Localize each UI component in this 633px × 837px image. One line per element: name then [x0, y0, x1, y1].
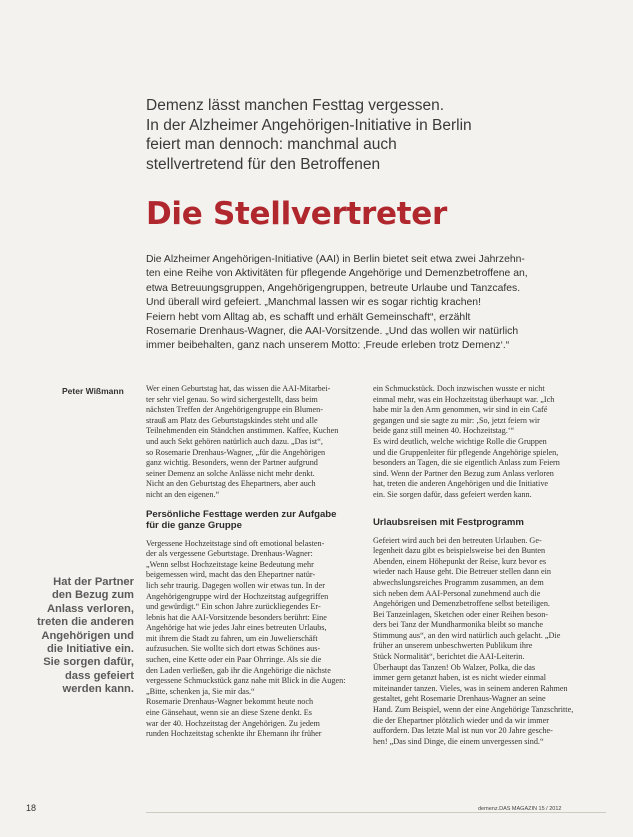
body-text-line: „Bitte, schenken ja, Sie mir das.“ — [146, 686, 255, 696]
pull-quote-line: werden kann. — [62, 683, 134, 696]
body-text-line: Stimmung aus“, an den wird natürlich auch gelacht. „Die — [373, 630, 561, 640]
lead-line: Die Alzheimer Angehörigen-Initiative (AAI) in Berlin bietet seit etwa zwei Jahrzehn- — [146, 254, 525, 265]
body-text-line: beide ganz still meinen 40. Hochzeitstag.‘“ — [373, 426, 515, 436]
body-text-line: ein. Sie sorgen dafür, dass gefeiert werden kann. — [373, 489, 532, 499]
body-text-line: immer gern getanzt haben, ist es nicht wieder einmal — [373, 673, 547, 683]
pull-quote — [14, 576, 134, 697]
body-text-line: Bei Tanzeinlagen, Sketchen oder einer Reihen beson- — [373, 609, 549, 619]
body-text-line: strauß am Platz des Geburtstagskindes steht und alle — [146, 415, 318, 425]
body-text-line: ein Schmuckstück. Doch inzwischen wusste er nicht — [373, 384, 545, 393]
author-byline: Peter Wißmann — [62, 386, 124, 396]
lead-line: Rosemarie Drenhaus-Wagner, die AAI-Vorsitzende. „Und das wollen wir natürlich — [146, 326, 519, 338]
body-text-line: runden Hochzeitstag schenkte ihr Ehemann ihr früher — [146, 729, 322, 739]
body-text-line: abwechslungsreiches Programm zusammen, an dem — [373, 577, 544, 587]
article-title: Die Stellvertreter — [146, 196, 447, 232]
body-text-line: Hand. Zum Beispiel, wenn der eine Angehörige Tanzschritte, — [373, 705, 574, 715]
body-text-line: mit ihrem die Stadt zu fahren, um ein Juwelierschäft — [146, 633, 318, 643]
lead-line: etwa Betreuungsgruppen, Angehörigengruppen, betreute Urlaube und Tanzcafes. — [146, 282, 521, 294]
pull-quote-line: treten die anderen — [37, 616, 134, 629]
pull-quote-line: Angehörigen und — [41, 629, 134, 642]
body-text-line: Vergessene Hochzeitstage sind oft emotional belasten- — [146, 538, 325, 548]
body-text-line: Überhaupt das Tanzen! Ob Walzer, Polka, die das — [373, 662, 536, 672]
lead-paragraph — [146, 253, 576, 354]
intro-line: feiert man dennoch: manchmal auch — [146, 136, 397, 153]
body-text-line: eine Gänsehaut, wenn sie an diese Szene denkt. Es — [146, 708, 312, 718]
pull-quote-line: die Initiative ein. — [46, 643, 134, 656]
body-text-line: Stück Normalität“, berichtet die AAI-Leiterin. — [373, 652, 525, 662]
body-text-line: der als vergessene Geburtstage. Drenhaus-Wagner: — [146, 549, 313, 559]
body-text-line: und auch Sekt gehören natürlich auch dazu. „Das ist“, — [146, 436, 323, 446]
body-text-line: Wer einen Geburtstag hat, das wissen die AAI-Mitarbei- — [146, 384, 331, 393]
body-text-line: gestaltet, geht Rosemarie Drenhaus-Wagner an seine — [373, 694, 546, 704]
body-text-line: hen! „Das sind Dinge, die einem unvergessen sind.“ — [373, 736, 544, 746]
pull-quote-line: dass gefeiert — [64, 669, 134, 682]
lead-line: ten eine Reihe von Aktivitäten für pflegende Angehörige und Demenzbetroffene an, — [146, 268, 528, 280]
body-text-line: sich neben dem AAI-Personal zunehmend auch die — [373, 588, 541, 598]
footer-reference: demenz.DAS MAGAZIN 15 / 2012 — [478, 806, 562, 812]
body-text-line: ders bei Tanz der Mundharmonika bleibt so manche — [373, 620, 544, 630]
body-text-line: Es wird deutlich, welche wichtige Rolle die Gruppen — [373, 436, 547, 446]
body-text-line: Angehörigengruppe wird der Hochzeitstag aufgegriffen — [146, 591, 329, 601]
body-text-line: einmal mehr, was ein Hochzeitstag überhaupt war. „Ich — [373, 394, 555, 404]
body-text-line: Teilnehmenden ein Ständchen anstimmen. Kaffee, Kuchen — [146, 426, 339, 436]
paragraph-gap — [373, 509, 601, 517]
body-column-right — [373, 384, 601, 747]
footer-rule — [146, 812, 606, 813]
body-text-line: aufzusuchen. Sie wollte sich dort etwas Schönes aus- — [146, 644, 321, 654]
lead-line: immer beibehalten, ganz nach unserem Motto: ‚Freude erleben trotz Demenz‘.“ — [146, 340, 510, 352]
body-text-line: war der 40. Hochzeitstag der Angehörigen. Zu jedem — [146, 718, 320, 728]
body-text-line: Nicht an den Geburtstag des Ehepartners, aber auch — [146, 479, 316, 489]
paragraph-gap — [146, 501, 374, 509]
section-heading: Persönliche Festtage werden zur Aufgabe — [146, 508, 337, 520]
body-text-line: gegangen und sie sagte zu mir: ‚So, jetzt feiern wir — [373, 415, 540, 425]
body-text-line: Gefeiert wird auch bei den betreuten Urlauben. Ge- — [373, 535, 542, 545]
intro-deck — [146, 96, 566, 174]
body-text-line: nächsten Treffen der Angehörigengruppe ein Blumen- — [146, 405, 323, 415]
body-column-left — [146, 384, 374, 740]
body-text-line: Rosemarie Drenhaus-Wagner bekommt heute noch — [146, 697, 314, 707]
body-text-line: hat, treten die anderen Angehörigen und die Initiative — [373, 479, 549, 489]
body-text-line: wieder nach Hause geht. Die Betreuer stellen dann ein — [373, 567, 552, 577]
body-text-line: und gewürdigt.“ Ein schon Jahre zurückliegendes Er- — [146, 602, 321, 612]
body-text-line: ganz wichtig. Besonders, wenn der Partner aufgrund — [146, 458, 318, 468]
body-text-line: ter sehr viel genau. So wird sichergestellt, dass beim — [146, 394, 318, 404]
body-text-line: Angehörigen und Demenzbetroffene selbst beteiligen. — [373, 599, 550, 609]
body-text-line: früher an unserem unbeschwerten Publikum ihre — [373, 641, 533, 651]
body-text-line: und die Gruppenleiter für pflegende Angehörige spielen, — [373, 447, 559, 457]
paragraph-gap — [373, 528, 601, 536]
body-text-line: lich sehr traurig. Dagegen wollen wir etwas tun. In der — [146, 580, 325, 590]
body-text-line: auffordern. Das letzte Mal ist nun vor 20 Jahre gesche- — [373, 726, 553, 736]
intro-line: In der Alzheimer Angehörigen-Initiative in Berlin — [146, 116, 472, 134]
body-text-line: Abenden, einem Höhepunkt der Reise, kurz bevor es — [373, 556, 547, 566]
pull-quote-line: Anlass verloren, — [46, 602, 134, 615]
lead-line: Feiern hebt vom Alltag ab, es schafft und erhält Gemeinschaft“, erzählt — [146, 311, 471, 323]
body-text-line: habe mir la den Arm genommen, wir sind in ein Café — [373, 405, 548, 415]
body-text-line: beigemessen wird, macht das den Ehepartner natür- — [146, 570, 316, 580]
pull-quote-line: Hat der Partner — [53, 576, 134, 588]
section-heading: für die ganze Gruppe — [146, 519, 242, 531]
paragraph-gap — [373, 501, 601, 509]
body-text-line: nicht an den eigenen.“ — [146, 489, 220, 499]
pull-quote-line: Sie sorgen dafür, — [43, 656, 134, 669]
body-text-line: Angehörige hat wie jedes Jahr eines betreuten Urlaubs, — [146, 623, 327, 633]
page-number: 18 — [26, 803, 37, 813]
body-text-line: besonders an Tagen, die sie eigentlich Anlass zum Feiern — [373, 458, 560, 468]
body-text-line: so Rosemarie Drenhaus-Wagner, „für die Angehörigen — [146, 447, 326, 457]
body-text-line: den Laden verließen, gab ihr die Angehörige die nächste — [146, 665, 331, 675]
intro-line: Demenz lässt manchen Festtag vergessen. — [146, 97, 445, 114]
section-heading: Urlaubsreisen mit Festprogramm — [373, 516, 524, 528]
lead-line: Und überall wird gefeiert. „Manchmal lassen wir es sogar richtig krachen! — [146, 297, 481, 309]
intro-line: stellvertretend für den Betroffenen — [146, 155, 381, 173]
body-text-line: legenheit dazu gibt es beispielsweise bei den Bunten — [373, 546, 546, 556]
body-text-line: vergessene Schmuckstück ganz nahe mit Blick in die Augen: — [146, 676, 346, 686]
body-text-line: die der Ehepartner plötzlich wieder und da wir immer — [373, 715, 549, 725]
body-text-line: sind. Wenn der Partner den Bezug zum Anlass verloren — [373, 468, 554, 478]
body-text-line: seiner Demenz an solche Anlässe nicht mehr denkt. — [146, 468, 315, 478]
body-text-line: suchen, eine Kette oder ein Paar Ohrringe. Als sie die — [146, 655, 322, 665]
pull-quote-line: den Bezug zum — [51, 589, 134, 602]
body-text-line: miteinander tanzen. Vieles, was in seinem anderen Rahmen — [373, 683, 568, 693]
body-text-line: lebnis hat die AAI-Vorsitzende besonders berührt: Eine — [146, 612, 327, 622]
paragraph-gap — [146, 531, 374, 539]
body-text-line: „Wenn selbst Hochzeitstage keine Bedeutung mehr — [146, 559, 314, 569]
